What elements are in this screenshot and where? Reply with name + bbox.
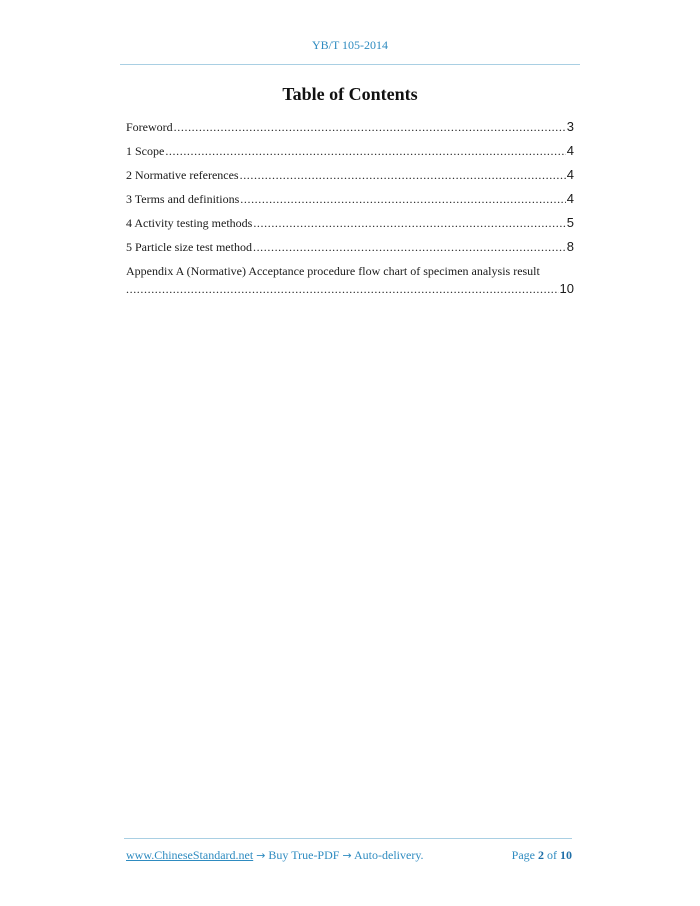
toc-entry-label: 3 Terms and definitions bbox=[126, 192, 240, 206]
page-label: Page bbox=[511, 848, 535, 862]
toc-entry-label: 5 Particle size test method bbox=[126, 240, 252, 254]
auto-delivery-text: Auto-delivery. bbox=[354, 848, 424, 862]
of-label: of bbox=[547, 848, 557, 862]
toc-leader-dots bbox=[253, 238, 566, 256]
toc-entry-label: 4 Activity testing methods bbox=[126, 216, 253, 230]
document-id: YB/T 105-2014 bbox=[311, 38, 389, 52]
footer-divider bbox=[124, 838, 572, 839]
toc-leader-dots bbox=[126, 280, 559, 298]
toc-leader-dots bbox=[240, 166, 566, 184]
table-of-contents bbox=[126, 118, 574, 298]
toc-entry-label: 1 Scope bbox=[126, 144, 165, 158]
header-divider bbox=[120, 64, 580, 65]
toc-page-number: 4 bbox=[566, 191, 574, 206]
toc-entry-normative-references[interactable] bbox=[126, 166, 574, 190]
footer-promo bbox=[126, 848, 424, 863]
toc-page-number: 10 bbox=[559, 281, 574, 296]
toc-leader-dots bbox=[165, 142, 565, 160]
toc-page-number: 5 bbox=[566, 215, 574, 230]
toc-entry-particle-size-test-method[interactable] bbox=[126, 238, 574, 262]
current-page-number: 2 bbox=[538, 848, 544, 862]
toc-page-number: 3 bbox=[566, 119, 574, 134]
running-header bbox=[0, 38, 700, 53]
running-footer bbox=[126, 848, 572, 863]
right-arrow-icon: → bbox=[256, 849, 266, 862]
toc-leader-dots bbox=[240, 190, 566, 208]
toc-entry-label: Foreword bbox=[126, 120, 173, 134]
toc-entry-label: 2 Normative references bbox=[126, 168, 239, 182]
page-title: Table of Contents bbox=[282, 84, 418, 104]
total-pages-number: 10 bbox=[560, 848, 572, 862]
toc-entry-scope[interactable] bbox=[126, 142, 574, 166]
site-link[interactable]: www.ChineseStandard.net bbox=[126, 848, 254, 862]
toc-entry-foreword[interactable] bbox=[126, 118, 574, 142]
right-arrow-icon: → bbox=[342, 849, 352, 862]
toc-entry-terms-and-definitions[interactable] bbox=[126, 190, 574, 214]
toc-page-number: 4 bbox=[566, 143, 574, 158]
toc-page-number: 4 bbox=[566, 167, 574, 182]
buy-pdf-text: Buy True-PDF bbox=[268, 848, 340, 862]
toc-leader-dots bbox=[253, 214, 565, 232]
toc-entry-appendix-a[interactable] bbox=[126, 262, 574, 298]
toc-page-number: 8 bbox=[566, 239, 574, 254]
toc-entry-activity-testing-methods[interactable] bbox=[126, 214, 574, 238]
toc-entry-label: Appendix A (Normative) Acceptance procedure flow chart of specimen analysis result bbox=[126, 264, 540, 278]
toc-leader-dots bbox=[174, 118, 566, 136]
page-indicator bbox=[512, 848, 572, 863]
